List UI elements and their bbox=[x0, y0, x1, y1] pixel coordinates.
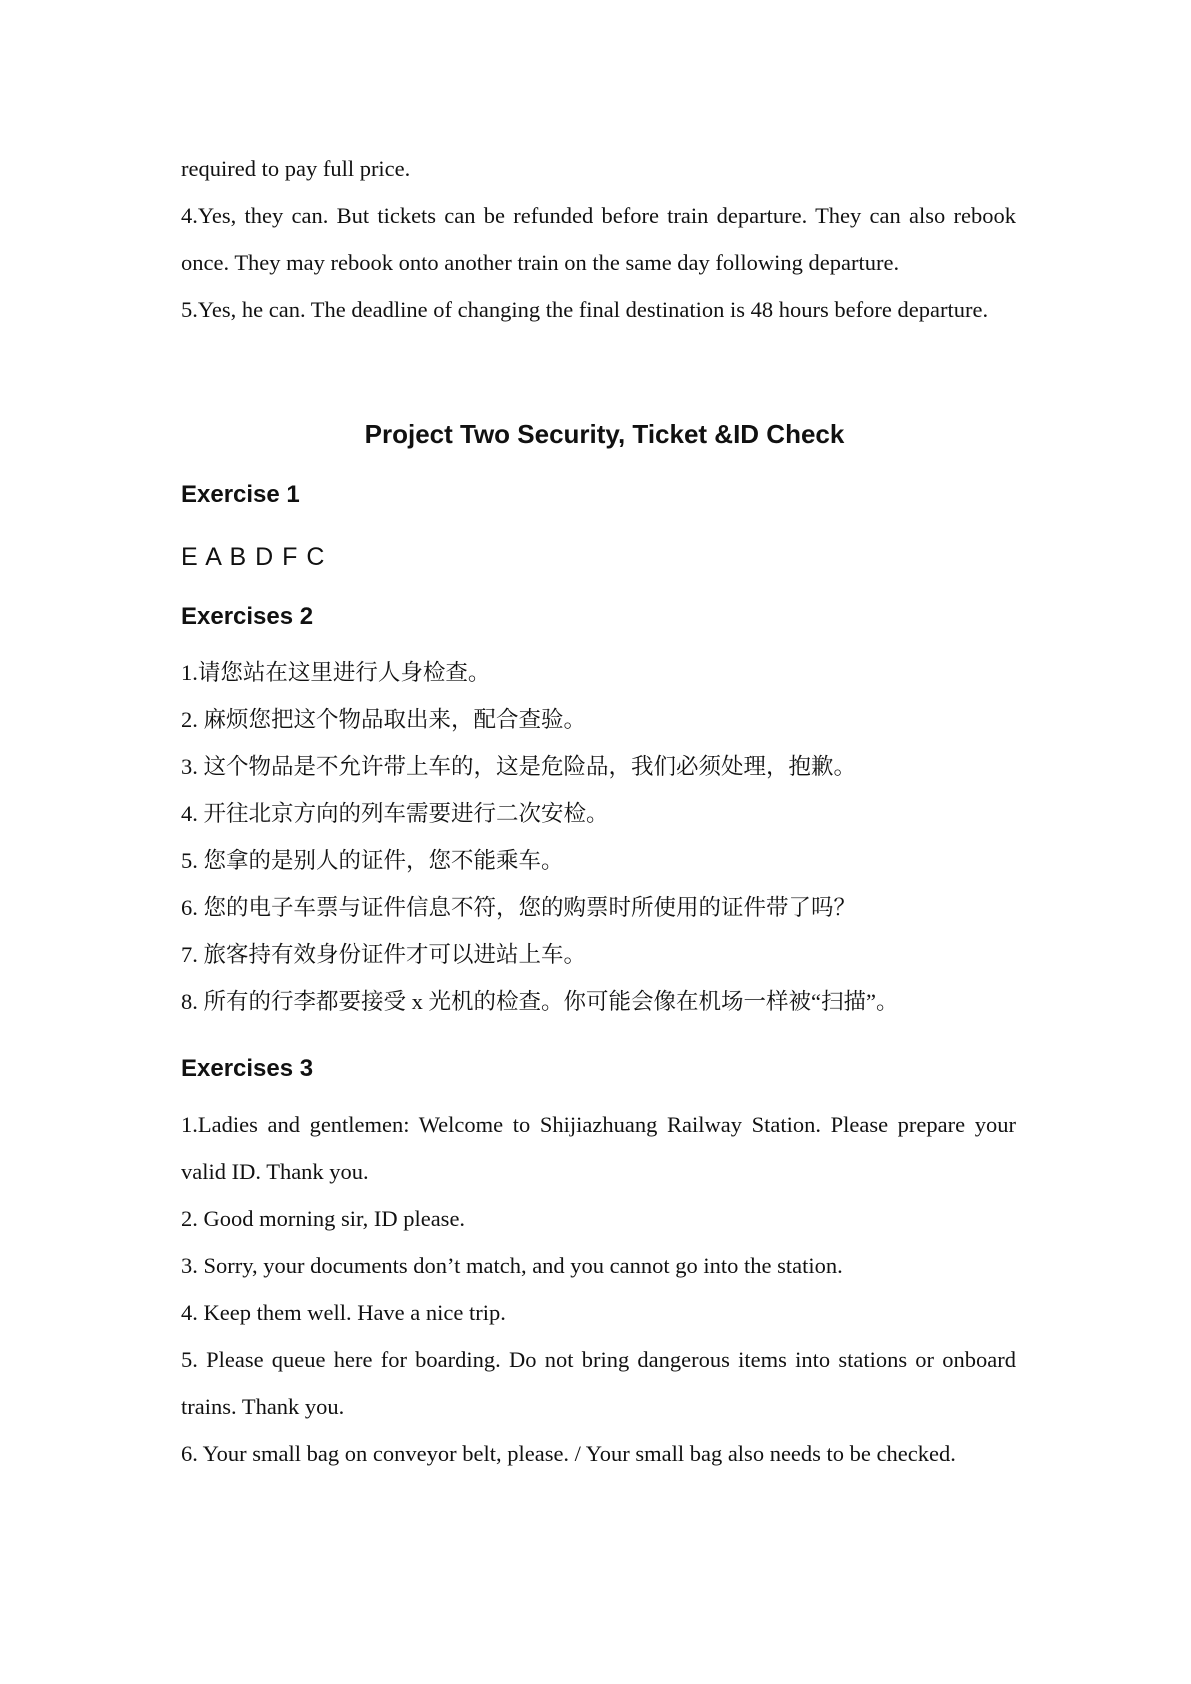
exercise-3 bbox=[181, 1053, 1016, 1477]
exercise-2-list bbox=[181, 649, 1016, 1025]
list-item: 7. 旅客持有效身份证件才可以进站上车。 bbox=[181, 942, 587, 967]
exercise-1-heading: Exercise 1 bbox=[181, 481, 300, 508]
list-item: 4. 开往北京方向的列车需要进行二次安检。 bbox=[181, 801, 609, 826]
list-item: 8. 所有的行李都要接受 x 光机的检查。你可能会像在机场一样被“扫描”。 bbox=[181, 989, 899, 1014]
project-title: Project Two Security, Ticket &ID Check bbox=[364, 419, 845, 449]
document-page bbox=[181, 145, 1016, 1477]
list-item: 1.请您站在这里进行人身检查。 bbox=[181, 660, 491, 685]
list-item: 3. 这个物品是不允许带上车的，这是危险品，我们必须处理，抱歉。 bbox=[181, 754, 857, 779]
list-item: 2. Good morning sir, ID please. bbox=[181, 1206, 466, 1231]
list-item: 5. Please queue here for boarding. Do not bring dangerous items into stations or onboard trains. Thank you. bbox=[181, 1347, 1016, 1419]
exercise-3-heading: Exercises 3 bbox=[181, 1055, 314, 1082]
answer-4: 4.Yes, they can. But tickets can be refunded before train departure. They can also rebook once. They may rebook onto another train on the same day following departure. bbox=[181, 203, 1016, 275]
exercise-1-answers: E A B D F C bbox=[181, 543, 326, 571]
exercise-2-heading: Exercises 2 bbox=[181, 603, 314, 630]
exercise-3-list bbox=[181, 1101, 1016, 1477]
exercise-1 bbox=[181, 479, 1016, 573]
list-item: 1.Ladies and gentlemen: Welcome to Shijiazhuang Railway Station. Please prepare your valid ID. Thank you. bbox=[181, 1112, 1016, 1184]
list-item: 5. 您拿的是别人的证件，您不能乘车。 bbox=[181, 848, 564, 873]
list-item: 6. 您的电子车票与证件信息不符，您的购票时所使用的证件带了吗？ bbox=[181, 895, 857, 920]
list-item: 6. Your small bag on conveyor belt, please. / Your small bag also needs to be checked. bbox=[181, 1441, 956, 1466]
list-item: 3. Sorry, your documents don’t match, and you cannot go into the station. bbox=[181, 1253, 843, 1278]
list-item: 2. 麻烦您把这个物品取出来，配合查验。 bbox=[181, 707, 587, 732]
answer-continuation: required to pay full price. bbox=[181, 156, 411, 181]
list-item: 4. Keep them well. Have a nice trip. bbox=[181, 1300, 506, 1325]
exercise-2 bbox=[181, 601, 1016, 1025]
answer-5: 5.Yes, he can. The deadline of changing the final destination is 48 hours before departure. bbox=[181, 297, 989, 322]
previous-answers bbox=[181, 145, 1016, 333]
